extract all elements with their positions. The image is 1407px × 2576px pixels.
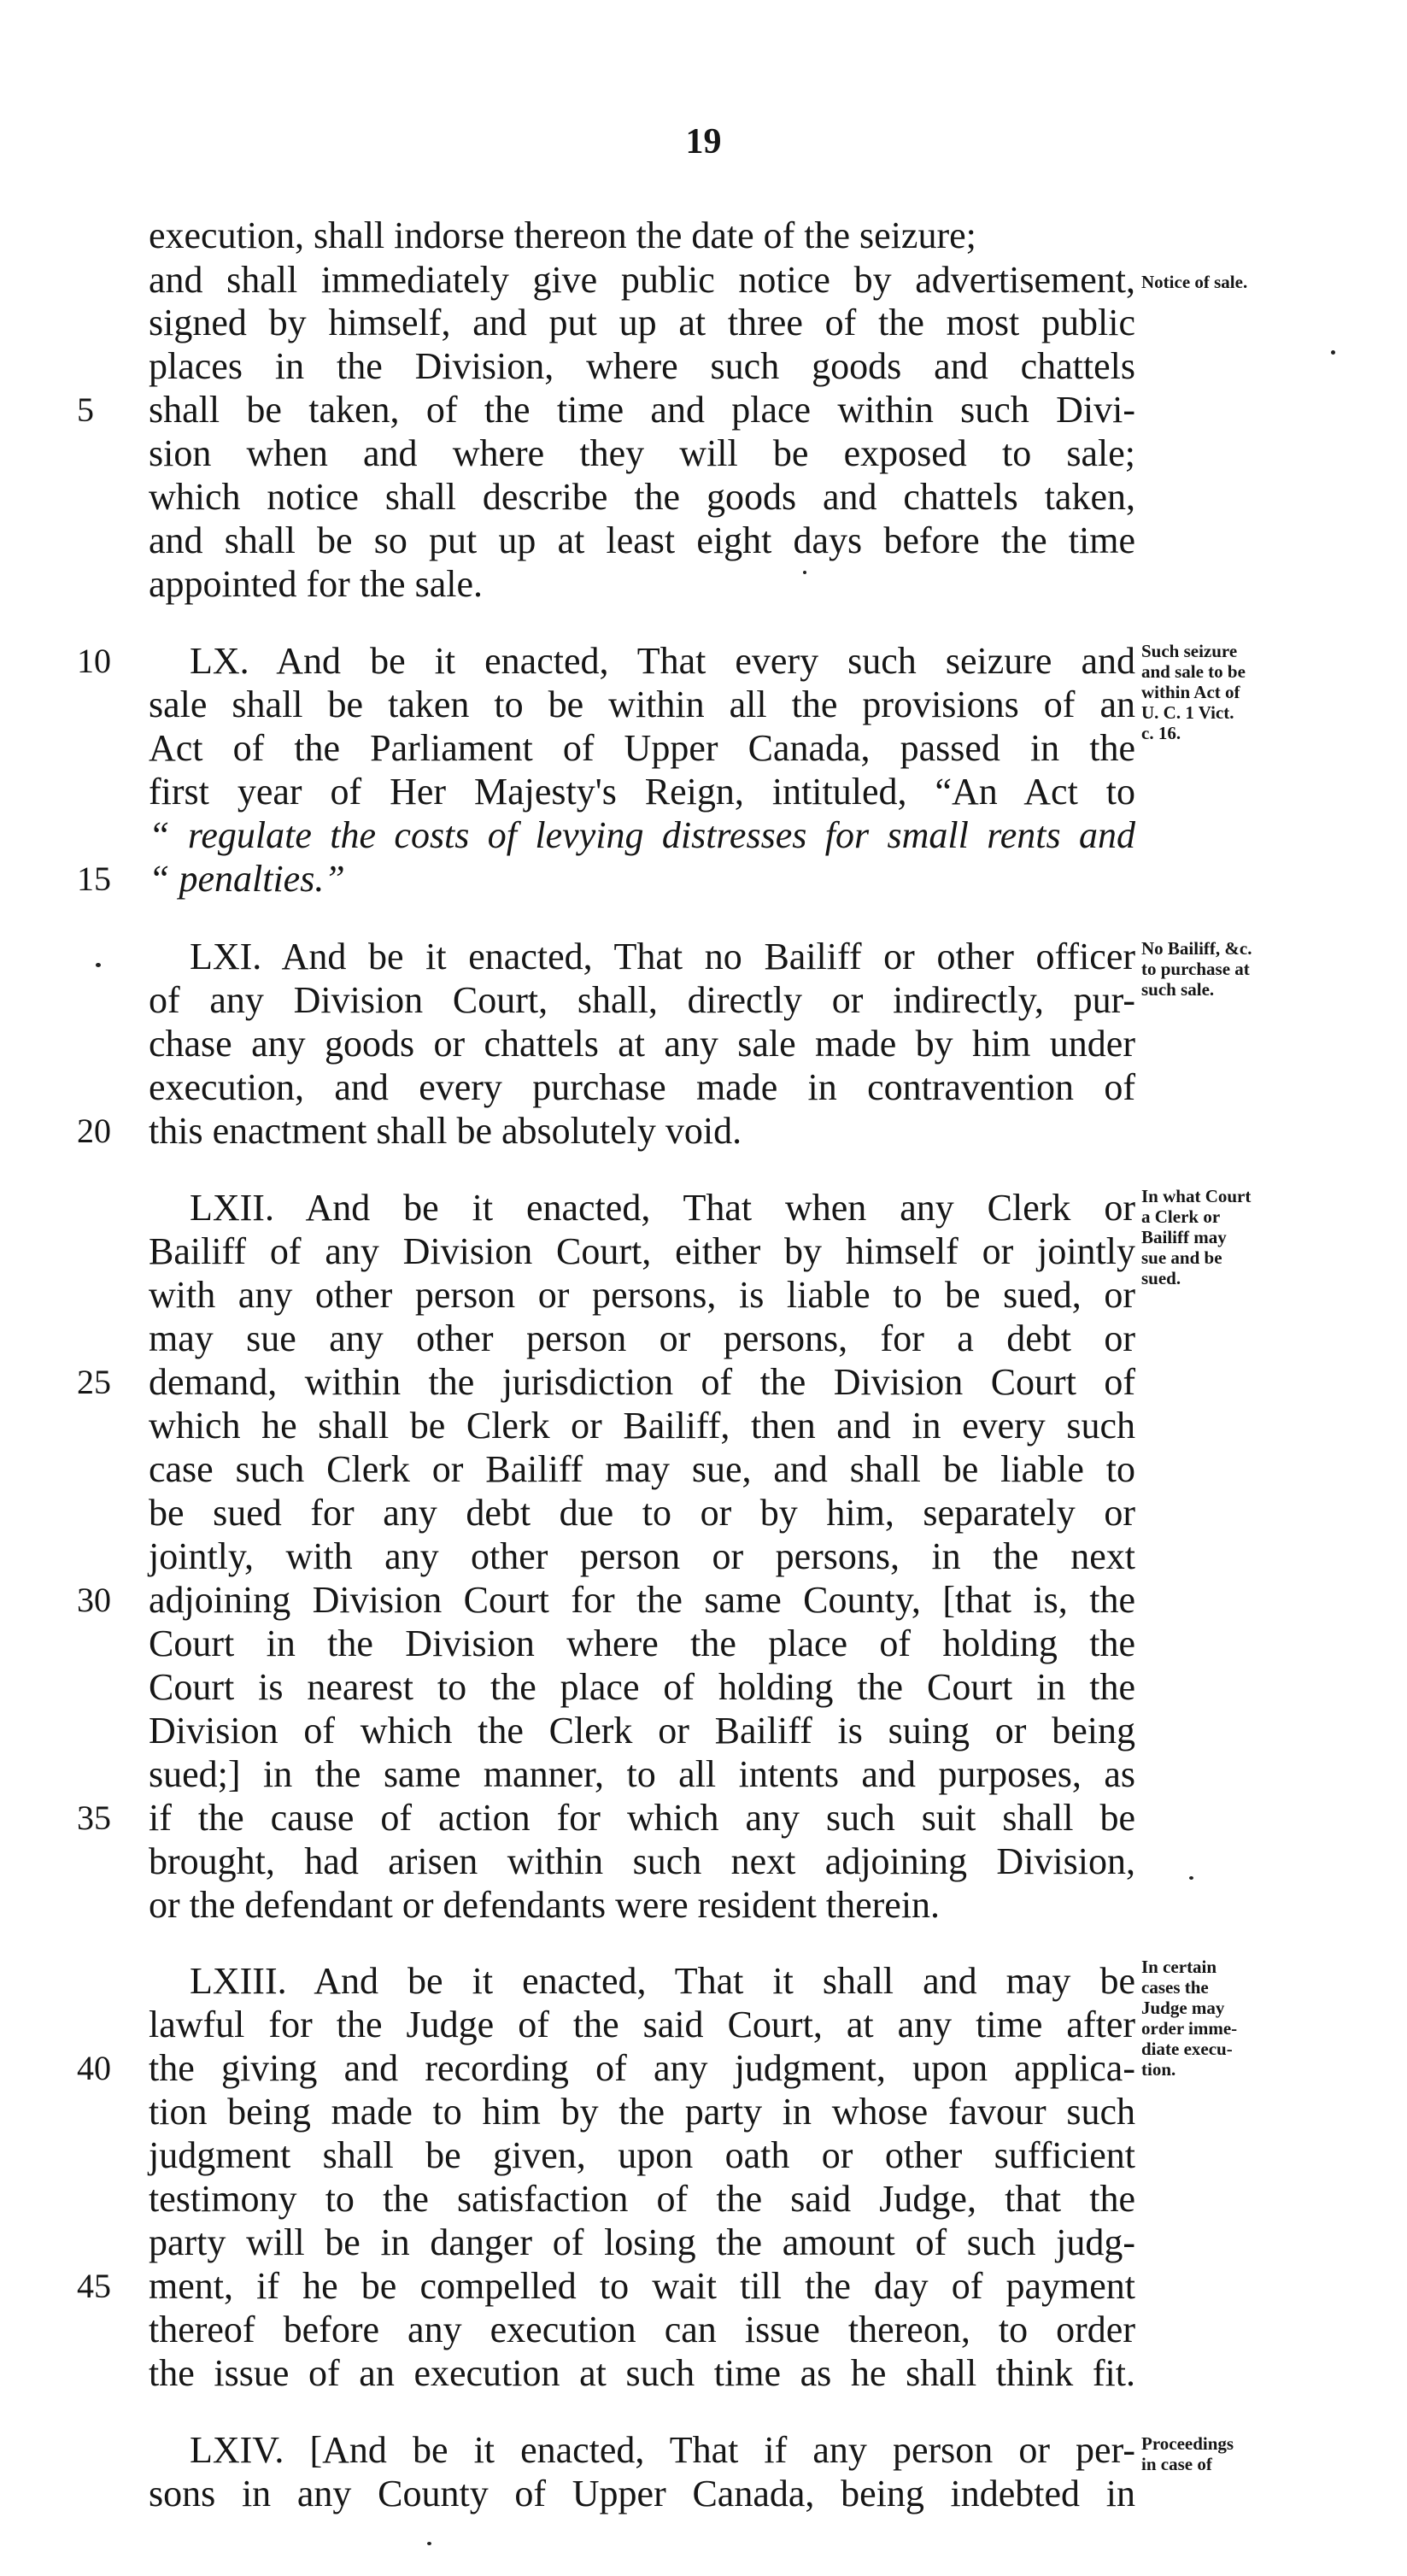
scan-speck <box>1189 1876 1193 1880</box>
text-line: of any Division Court, shall, directly or indirectly, pur- <box>149 979 1135 1021</box>
text-line: shall be taken, of the time and place within such Divi- <box>149 389 1135 431</box>
scan-speck <box>96 963 101 967</box>
text-line: “ regulate the costs of levying distresses for small rents and <box>149 814 1135 856</box>
margin-note-line: Bailiff may <box>1141 1227 1227 1247</box>
margin-note-line: a Clerk or <box>1141 1206 1221 1227</box>
text-line: the issue of an execution at such time as he shall think fit. <box>149 2352 1135 2394</box>
scan-speck <box>1331 350 1335 355</box>
text-line: which notice shall describe the goods and chattels taken, <box>149 476 1135 518</box>
text-line: the giving and recording of any judgment, upon applica- <box>149 2047 1135 2089</box>
margin-note-line: c. 16. <box>1141 723 1181 743</box>
margin-note-line: Such seizure <box>1141 641 1238 661</box>
margin-note-line: order imme- <box>1141 2018 1238 2039</box>
text-line: Bailiff of any Division Court, either by himself or jointly <box>149 1230 1135 1272</box>
margin-note-line: sued. <box>1141 1268 1181 1288</box>
text-line: LX. And be it enacted, That every such seizure and <box>190 640 1135 682</box>
text-line: sons in any County of Upper Canada, being indebted in <box>149 2473 1135 2514</box>
margin-note-line: tion. <box>1141 2059 1176 2080</box>
margin-note <box>1141 938 1398 1000</box>
text-line: and shall immediately give public notice by advertisement, <box>149 259 1135 301</box>
text-line: “ penalties.” <box>149 858 345 900</box>
line-number: 45 <box>77 2267 111 2305</box>
margin-note-line: to purchase at <box>1141 959 1250 979</box>
text-line: brought, had arisen within such next adjoining Division, <box>149 1840 1135 1882</box>
text-line: judgment shall be given, upon oath or other sufficient <box>149 2134 1135 2176</box>
scan-speck <box>427 2542 431 2545</box>
line-number: 15 <box>77 860 111 898</box>
text-line: sion when and where they will be exposed to sale; <box>149 432 1135 474</box>
text-line: first year of Her Majesty's Reign, intituled, “An Act to <box>149 771 1135 813</box>
text-line: be sued for any debt due to or by him, separately or <box>149 1492 1135 1534</box>
line-number: 30 <box>77 1581 111 1619</box>
margin-note-line: No Bailiff, &c. <box>1141 938 1252 959</box>
text-line: may sue any other person or persons, for a debt or <box>149 1317 1135 1359</box>
margin-note-line: In certain <box>1141 1957 1217 1977</box>
line-number: 25 <box>77 1363 111 1401</box>
text-line: jointly, with any other person or persons, in the next <box>149 1535 1135 1577</box>
margin-note-line: cases the <box>1141 1977 1209 1998</box>
text-line: which he shall be Clerk or Bailiff, then and in every such <box>149 1405 1135 1446</box>
text-line: Act of the Parliament of Upper Canada, passed in the <box>149 727 1135 769</box>
text-line: thereof before any execution can issue thereon, to order <box>149 2309 1135 2350</box>
text-line: and shall be so put up at least eight days before the time <box>149 519 1135 561</box>
text-line: if the cause of action for which any such suit shall be <box>149 1797 1135 1839</box>
margin-note <box>1141 1186 1398 1288</box>
text-line: signed by himself, and put up at three of the most public <box>149 302 1135 343</box>
text-line: chase any goods or chattels at any sale made by him under <box>149 1023 1135 1065</box>
text-line: tion being made to him by the party in whose favour such <box>149 2091 1135 2133</box>
text-line: testimony to the satisfaction of the said Judge, that the <box>149 2178 1135 2220</box>
scan-speck <box>803 571 806 574</box>
line-number: 20 <box>77 1112 111 1150</box>
page-number: 19 <box>685 122 722 161</box>
margin-note-line: diate execu- <box>1141 2039 1233 2059</box>
line-number: 35 <box>77 1799 111 1837</box>
text-line: LXI. And be it enacted, That no Bailiff or other officer <box>190 936 1135 977</box>
margin-note-line: in case of <box>1141 2454 1212 2474</box>
margin-note-line: such sale. <box>1141 979 1215 1000</box>
text-line: LXII. And be it enacted, That when any Clerk or <box>190 1187 1135 1229</box>
text-line: execution, and every purchase made in contravention of <box>149 1066 1135 1108</box>
margin-note-line: Judge may <box>1141 1998 1225 2018</box>
text-line: Court is nearest to the place of holding the Court in the <box>149 1666 1135 1708</box>
line-number: 40 <box>77 2049 111 2087</box>
text-line: with any other person or persons, is liable to be sued, or <box>149 1274 1135 1316</box>
text-line: sued;] in the same manner, to all intents and purposes, as <box>149 1753 1135 1795</box>
line-number: 5 <box>77 390 94 429</box>
text-line: lawful for the Judge of the said Court, at any time after <box>149 2004 1135 2045</box>
text-line: sale shall be taken to be within all the provisions of an <box>149 684 1135 725</box>
margin-note <box>1141 641 1398 743</box>
margin-note-line: sue and be <box>1141 1247 1222 1268</box>
text-line: Division of which the Clerk or Bailiff is suing or being <box>149 1710 1135 1752</box>
text-line: party will be in danger of losing the amount of such judg- <box>149 2221 1135 2263</box>
margin-note-line: In what Court <box>1141 1186 1252 1206</box>
margin-note-line: U. C. 1 Vict. <box>1141 702 1234 723</box>
text-line: ment, if he be compelled to wait till the day of payment <box>149 2265 1135 2307</box>
text-line: or the defendant or defendants were resident therein. <box>149 1884 941 1926</box>
text-line: adjoining Division Court for the same County, [that is, the <box>149 1579 1135 1621</box>
margin-note-line: Proceedings <box>1141 2433 1234 2454</box>
text-line: LXIV. [And be it enacted, That if any person or per- <box>190 2429 1135 2471</box>
margin-note-line: Notice of sale. <box>1141 272 1248 292</box>
margin-note <box>1141 1957 1398 2080</box>
text-line: appointed for the sale. <box>149 563 483 605</box>
margin-note <box>1141 2433 1398 2474</box>
text-line: this enactment shall be absolutely void. <box>149 1110 742 1152</box>
text-line: LXIII. And be it enacted, That it shall and may be <box>190 1960 1135 2002</box>
text-line: demand, within the jurisdiction of the Division Court of <box>149 1361 1135 1403</box>
margin-note <box>1141 272 1398 292</box>
line-number: 10 <box>77 642 111 680</box>
text-line: case such Clerk or Bailiff may sue, and shall be liable to <box>149 1448 1135 1490</box>
text-line: places in the Division, where such goods and chattels <box>149 345 1135 387</box>
text-line: execution, shall indorse thereon the date of the seizure; <box>149 214 976 256</box>
margin-note-line: and sale to be <box>1141 661 1246 682</box>
text-line: Court in the Division where the place of holding the <box>149 1622 1135 1664</box>
margin-note-line: within Act of <box>1141 682 1240 702</box>
